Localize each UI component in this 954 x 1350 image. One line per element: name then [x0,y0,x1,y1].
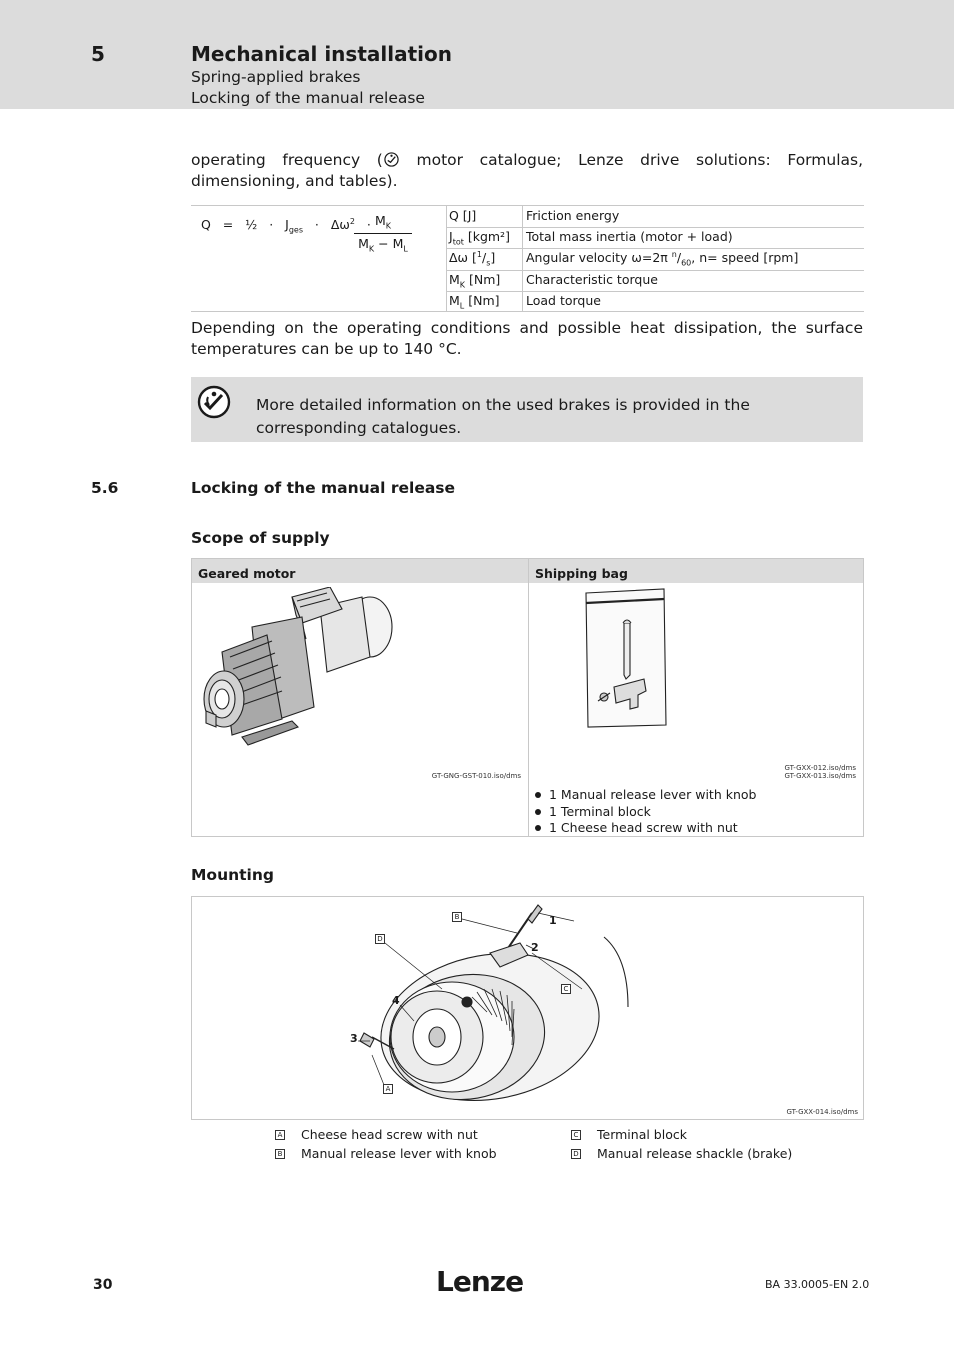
mounting-heading: Mounting [191,866,274,884]
reference-icon [384,152,399,167]
temperature-paragraph: Depending on the operating conditions and possible heat dissipation, the surface temperatures can be up to 140 °C. [191,319,863,358]
legend-symbol-mk: $M_K$ [Nm] [449,272,501,290]
torque-fraction: $M_K$ $M_K - M_L$ [354,213,412,253]
callout-label-d: D [375,934,385,944]
legend-symbol-q: Q [J] [449,208,477,223]
friction-formula: Q = ½ · $J_{ges}$ · $\Delta\omega^2$ · [201,217,371,235]
header-band [0,0,954,109]
note-box [191,377,863,442]
legend-symbol-ml: $M_L$ [Nm] [449,293,500,311]
shipping-bag-illustration [584,587,670,729]
geared-motor-illustration [202,587,402,755]
section-number: 5.6 [91,479,119,497]
hint-icon [197,385,231,419]
intro-paragraph: operating frequency ( motor catalogue; Lenze drive solutions: Formulas, dimensioning, and tables). [191,151,864,190]
mounting-image-ref: GT-GXX-014.iso/dms [786,1108,858,1116]
callout-number-3: 3 [350,1032,358,1045]
list-item: 1 Cheese head screw with nut [532,820,756,837]
scope-table [191,558,864,837]
legend-symbol-dw: Δω $[^1/_s]$ [449,250,496,268]
col-shipping-bag-header: Shipping bag [529,559,863,583]
note-text: More detailed information on the used brakes is provided in the corresponding catalogues. [256,396,750,437]
legend-desc-j: Total mass inertia (motor + load) [526,229,733,244]
callout-number-2: 2 [531,941,539,954]
document-reference: BA 33.0005-EN 2.0 [765,1278,870,1291]
legend-desc-ml: Load torque [526,293,601,308]
mounting-figure [191,896,864,1120]
callout-number-4: 4 [392,994,400,1007]
lenze-logo: Lenze [436,1265,524,1298]
callout-label-c: C [561,984,571,994]
chapter-title: Mechanical installation [191,42,452,66]
callout-label-a: A [383,1084,393,1094]
chapter-number: 5 [91,42,105,66]
scope-heading: Scope of supply [191,529,330,547]
chapter-subtitle-1: Spring-applied brakes [191,68,361,86]
brake-mounting-illustration [342,897,762,1119]
legend-desc-mk: Characteristic torque [526,272,658,287]
section-title: Locking of the manual release [191,479,456,497]
geared-motor-image-ref: GT-GNG-GST-010.iso/dms [431,772,521,780]
shipping-bag-contents [532,787,756,837]
list-item: 1 Manual release lever with knob [532,787,756,804]
shipping-bag-image-ref-2: GT-GXX-013.iso/dms [784,772,856,780]
formula-table [191,205,864,312]
legend-symbol-j: $J_{tot}$ [kgm²] [449,229,510,247]
legend-desc-dw: Angular velocity ω=2π $^n/_{60}$, n= speed [rpm] [526,250,799,268]
chapter-subtitle-2: Locking of the manual release [191,89,425,107]
shipping-bag-image-ref-1: GT-GXX-012.iso/dms [784,764,856,772]
list-item: 1 Terminal block [532,804,756,821]
col-geared-motor-header: Geared motor [192,559,528,583]
page-number: 30 [93,1277,113,1293]
callout-number-1: 1 [549,914,557,927]
legend-desc-q: Friction energy [526,208,620,223]
callout-label-b: B [452,912,462,922]
